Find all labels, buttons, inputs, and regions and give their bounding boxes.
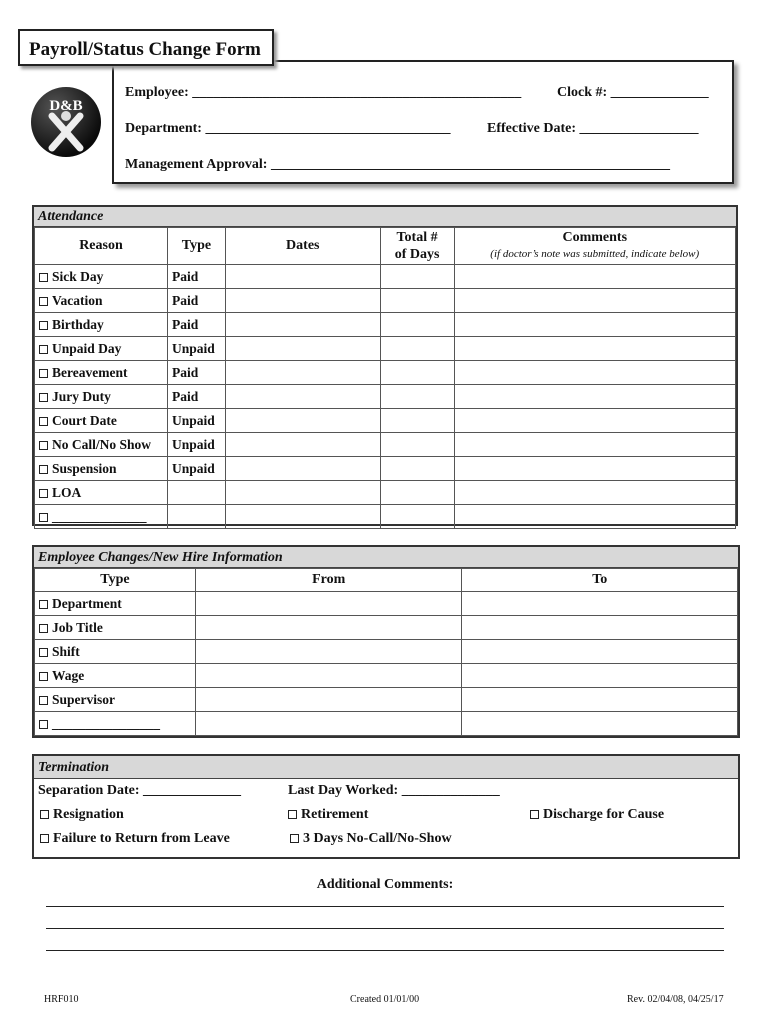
reason-checkbox[interactable] [39,393,48,402]
change-type-cell[interactable] [35,640,196,664]
comments-cell[interactable] [454,433,736,457]
change-type-cell[interactable] [35,712,196,736]
total-days-cell[interactable] [380,505,454,529]
from-cell[interactable] [195,616,462,640]
change-type-label: Department [52,595,122,611]
dates-cell[interactable] [225,505,380,529]
reason-cell[interactable] [35,457,168,481]
no-call-label: 3 Days No-Call/No-Show [303,831,452,846]
comments-cell[interactable] [454,313,736,337]
reason-label: Unpaid Day [52,340,122,356]
from-cell[interactable] [195,640,462,664]
change-row [35,616,738,640]
reason-cell[interactable] [35,361,168,385]
comment-line[interactable] [46,950,724,951]
col-reason: Reason [35,228,168,265]
change-checkbox[interactable] [39,696,48,705]
department-field[interactable]: Department: ___________________________________ [125,121,451,136]
col-comments [454,228,736,265]
attendance-row [35,313,736,337]
change-type-label: Job Title [52,619,103,635]
changes-section [32,545,740,738]
to-cell[interactable] [462,616,738,640]
employee-info-box [112,60,734,184]
comments-cell[interactable] [454,409,736,433]
change-row [35,712,738,736]
col-type: Type [167,228,225,265]
col-total-days: Total # of Days [380,228,454,265]
clock-number-field[interactable]: Clock #: ______________ [557,85,709,100]
additional-comments-heading: Additional Comments: [316,877,454,892]
total-days-cell[interactable] [380,289,454,313]
separation-date-field[interactable]: Separation Date: ______________ [38,783,241,798]
reason-label: LOA [52,484,82,500]
change-type-label: Shift [52,643,80,659]
dates-cell[interactable] [225,337,380,361]
total-days-cell[interactable] [380,265,454,289]
termination-section [32,754,740,859]
discharge-checkbox[interactable] [530,810,539,819]
type-cell: Paid [167,289,225,313]
reason-checkbox[interactable] [39,417,48,426]
company-logo [30,86,102,158]
comments-cell[interactable] [454,457,736,481]
from-cell[interactable] [195,592,462,616]
attendance-row [35,505,736,529]
effective-date-field[interactable]: Effective Date: _________________ [487,121,699,136]
reason-checkbox[interactable] [39,513,48,522]
no-call-checkbox[interactable] [290,834,299,843]
total-days-cell[interactable] [380,433,454,457]
changes-heading: Employee Changes/New Hire Information [34,547,738,568]
no-call-option[interactable] [290,831,452,847]
dates-cell[interactable] [225,313,380,337]
revision-date: Rev. 02/04/08, 04/25/17 [627,994,724,1005]
change-checkbox[interactable] [39,624,48,633]
logo-text: D&B [49,98,83,114]
reason-checkbox[interactable] [39,321,48,330]
col-comments-label: Comments [562,230,628,245]
reason-checkbox[interactable] [39,297,48,306]
reason-label: ______________ [52,508,147,524]
failure-to-return-option[interactable] [40,831,230,847]
form-title: Payroll/Status Change Form [18,29,274,66]
resignation-label: Resignation [53,807,124,822]
type-cell: Unpaid [167,337,225,361]
reason-cell[interactable] [35,505,168,529]
resignation-checkbox[interactable] [40,810,49,819]
attendance-section [32,205,738,526]
form-code: HRF010 [44,994,79,1005]
reason-label: Birthday [52,316,104,332]
comments-cell[interactable] [454,481,736,505]
type-cell: Paid [167,265,225,289]
last-day-worked-field[interactable]: Last Day Worked: ______________ [288,783,500,798]
col-comments-note: (if doctor’s note was submitted, indicate below) [490,248,700,260]
reason-checkbox[interactable] [39,369,48,378]
attendance-row [35,457,736,481]
type-cell: Paid [167,385,225,409]
to-cell[interactable] [462,592,738,616]
dates-cell[interactable] [225,265,380,289]
discharge-option[interactable] [530,807,664,823]
reason-checkbox[interactable] [39,465,48,474]
type-cell: Paid [167,313,225,337]
resignation-option[interactable] [40,807,124,823]
reason-checkbox[interactable] [39,345,48,354]
comments-cell[interactable] [454,289,736,313]
total-days-cell[interactable] [380,409,454,433]
attendance-row [35,385,736,409]
reason-cell[interactable] [35,481,168,505]
failure-to-return-checkbox[interactable] [40,834,49,843]
dates-cell[interactable] [225,409,380,433]
termination-heading: Termination [34,756,738,779]
change-checkbox[interactable] [39,672,48,681]
comments-cell[interactable] [454,385,736,409]
comment-line[interactable] [46,906,724,907]
change-type-label: Wage [52,667,85,683]
dates-cell[interactable] [225,433,380,457]
reason-label: Jury Duty [52,388,111,404]
change-checkbox[interactable] [39,600,48,609]
attendance-row [35,409,736,433]
change-row [35,664,738,688]
change-type-label: Supervisor [52,691,116,707]
comments-cell[interactable] [454,337,736,361]
comments-cell[interactable] [454,361,736,385]
from-cell[interactable] [195,712,462,736]
type-cell [167,481,225,505]
reason-cell[interactable] [35,289,168,313]
retirement-checkbox[interactable] [288,810,297,819]
col-to: To [462,569,738,592]
change-row [35,640,738,664]
attendance-row [35,433,736,457]
type-cell: Paid [167,361,225,385]
attendance-row [35,361,736,385]
attendance-heading: Attendance [34,207,736,227]
change-row [35,688,738,712]
reason-label: Court Date [52,412,117,428]
to-cell[interactable] [462,664,738,688]
dates-cell[interactable] [225,289,380,313]
comments-cell[interactable] [454,505,736,529]
reason-label: Sick Day [52,268,104,284]
total-days-cell[interactable] [380,481,454,505]
attendance-row [35,289,736,313]
total-days-cell[interactable] [380,313,454,337]
retirement-label: Retirement [301,807,369,822]
attendance-row [35,265,736,289]
type-cell: Unpaid [167,409,225,433]
change-type-cell[interactable] [35,592,196,616]
employee-field[interactable]: Employee: _______________________________________________ [125,85,522,100]
change-type-label: ________________ [52,715,160,731]
change-type-cell[interactable] [35,616,196,640]
from-cell[interactable] [195,688,462,712]
reason-label: No Call/No Show [52,436,152,452]
retirement-option[interactable] [288,807,368,823]
reason-checkbox[interactable] [39,273,48,282]
col-from: From [195,569,462,592]
dates-cell[interactable] [225,457,380,481]
type-cell [167,505,225,529]
reason-label: Vacation [52,292,103,308]
change-checkbox[interactable] [39,720,48,729]
reason-cell[interactable] [35,409,168,433]
to-cell[interactable] [462,688,738,712]
reason-cell[interactable] [35,433,168,457]
col-dates: Dates [225,228,380,265]
comment-line[interactable] [46,928,724,929]
total-days-cell[interactable] [380,385,454,409]
reason-cell[interactable] [35,313,168,337]
comments-cell[interactable] [454,265,736,289]
attendance-table [34,227,736,529]
to-cell[interactable] [462,712,738,736]
reason-cell[interactable] [35,385,168,409]
total-days-cell[interactable] [380,361,454,385]
attendance-row [35,337,736,361]
failure-to-return-label: Failure to Return from Leave [53,831,230,846]
change-type-cell[interactable] [35,688,196,712]
attendance-row [35,481,736,505]
reason-label: Bereavement [52,364,128,380]
created-date: Created 01/01/00 [350,994,420,1005]
dates-cell[interactable] [225,481,380,505]
management-approval-field[interactable]: Management Approval: _________________________________________________________ [125,157,670,172]
dates-cell[interactable] [225,361,380,385]
reason-cell[interactable] [35,265,168,289]
change-type-cell[interactable] [35,664,196,688]
changes-table [34,568,738,736]
reason-cell[interactable] [35,337,168,361]
reason-checkbox[interactable] [39,441,48,450]
total-days-cell[interactable] [380,457,454,481]
change-checkbox[interactable] [39,648,48,657]
dates-cell[interactable] [225,385,380,409]
from-cell[interactable] [195,664,462,688]
reason-label: Suspension [52,460,117,476]
col-change-type: Type [35,569,196,592]
discharge-label: Discharge for Cause [543,807,665,822]
type-cell: Unpaid [167,433,225,457]
type-cell: Unpaid [167,457,225,481]
change-row [35,592,738,616]
reason-checkbox[interactable] [39,489,48,498]
to-cell[interactable] [462,640,738,664]
total-days-cell[interactable] [380,337,454,361]
